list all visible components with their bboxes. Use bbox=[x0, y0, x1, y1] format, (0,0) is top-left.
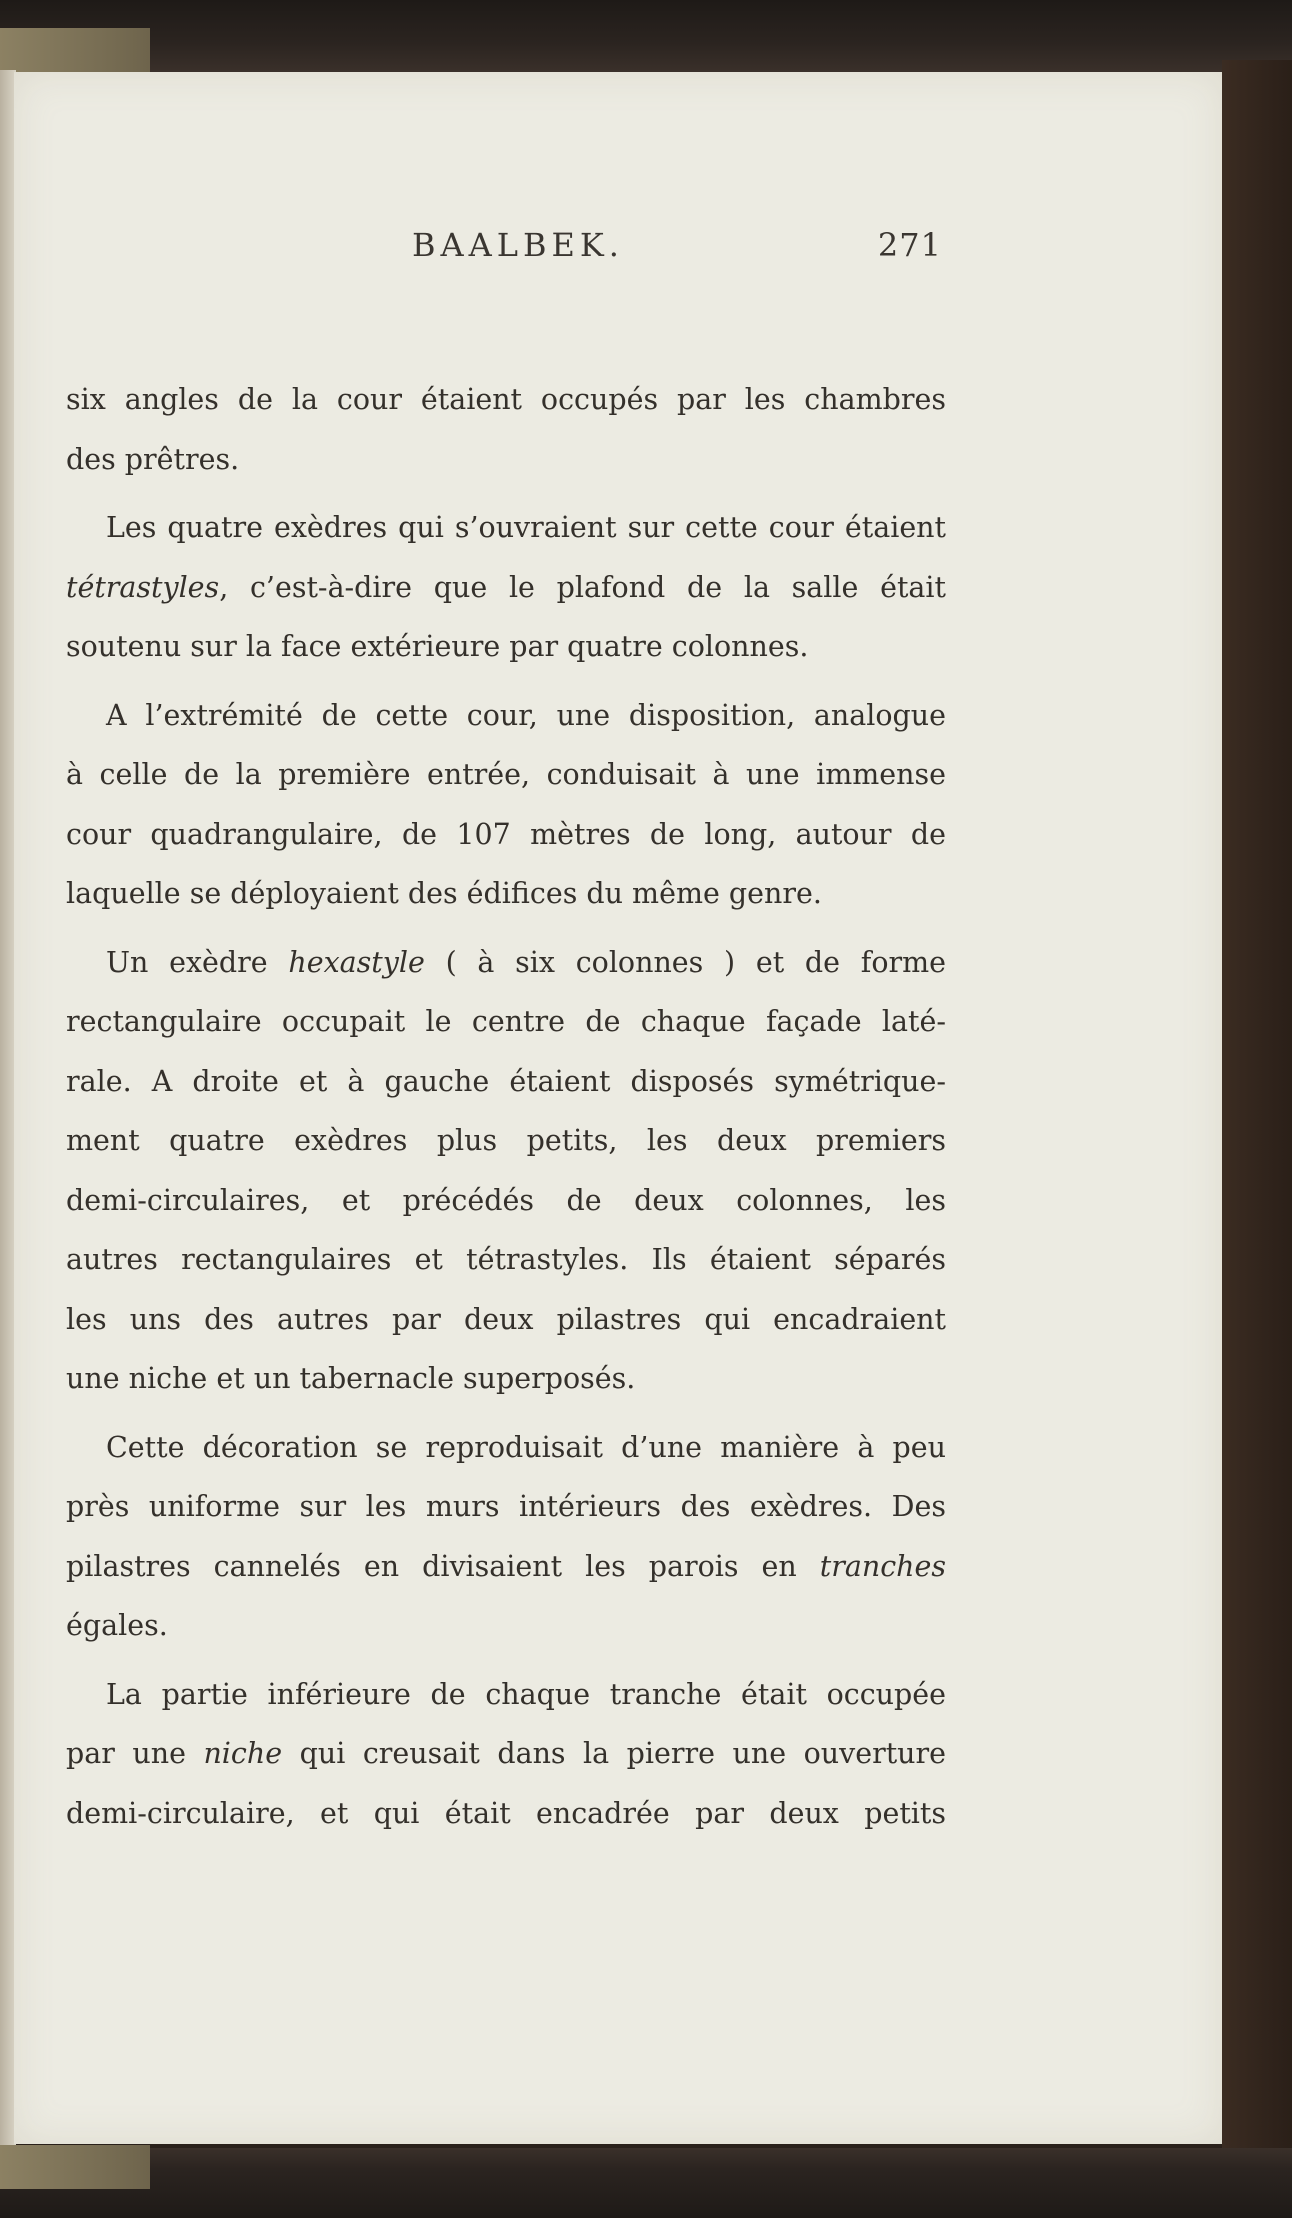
italic-term: tranches bbox=[819, 1549, 946, 1583]
page-number: 271 bbox=[877, 226, 942, 264]
scan-top-border bbox=[0, 0, 1292, 72]
text-line bbox=[66, 558, 946, 618]
italic-term: tétrastyles bbox=[66, 570, 220, 604]
text-line: cour quadrangulaire, de 107 mètres de long, autour de bbox=[66, 817, 946, 851]
text-line bbox=[66, 1724, 946, 1784]
text-line: à celle de la première entrée, conduisait à une immense bbox=[66, 758, 946, 791]
text-line: des prêtres. bbox=[66, 442, 240, 476]
text-line: soutenu sur la face extérieure par quatre colonnes. bbox=[66, 630, 809, 663]
text-span: Un exèdre bbox=[106, 945, 289, 979]
text-line: près uniforme sur les murs intérieurs des exèdres. Des bbox=[66, 1490, 946, 1523]
text-line: rectangulaire occupait le centre de chaque façade laté- bbox=[66, 1005, 946, 1038]
italic-term: niche bbox=[203, 1737, 283, 1770]
book-edge-right bbox=[1222, 60, 1292, 2150]
text-line: rale. A droite et à gauche étaient disposés symétrique- bbox=[66, 1064, 946, 1098]
text-line: ment quatre exèdres plus petits, les deux premiers bbox=[66, 1124, 946, 1157]
text-line bbox=[66, 933, 946, 993]
text-span: ( à six colonnes ) et de forme bbox=[424, 945, 946, 979]
text-line: laquelle se déployaient des édifices du même genre. bbox=[66, 877, 822, 910]
scan-bottom-border bbox=[0, 2148, 1292, 2218]
text-line: Les quatre exèdres qui s’ouvraient sur cette cour étaient bbox=[106, 511, 946, 544]
body-text bbox=[66, 370, 946, 1843]
scan-bottom-tab bbox=[0, 2145, 150, 2189]
text-span: , c’est-à-dire que le plafond de la salle était bbox=[219, 570, 946, 604]
text-span: par une bbox=[66, 1737, 204, 1770]
text-line bbox=[66, 1537, 946, 1597]
page-header bbox=[52, 226, 942, 276]
text-line: une niche et un tabernacle superposés. bbox=[66, 1362, 636, 1395]
text-line: demi-circulaire, et qui était encadrée par deux petits bbox=[66, 1796, 946, 1830]
text-line: A l’extrémité de cette cour, une disposition, analogue bbox=[106, 698, 946, 732]
text-line: les uns des autres par deux pilastres qui encadraient bbox=[66, 1302, 946, 1336]
text-line: six angles de la cour étaient occupés par les chambres bbox=[66, 383, 946, 416]
text-line: autres rectangulaires et tétrastyles. Ils étaient séparés bbox=[66, 1243, 946, 1276]
text-line: Cette décoration se reproduisait d’une manière à peu bbox=[106, 1430, 946, 1464]
text-line: égales. bbox=[66, 1609, 168, 1642]
text-span: qui creusait dans la pierre une ouverture bbox=[282, 1737, 946, 1770]
text-span: pilastres cannelés en divisaient les parois en bbox=[66, 1549, 820, 1583]
text-line: demi-circulaires, et précédés de deux colonnes, les bbox=[66, 1183, 946, 1217]
scan-top-tab bbox=[0, 28, 150, 76]
italic-term: hexastyle bbox=[288, 945, 425, 979]
running-head: BAALBEK. bbox=[412, 226, 624, 264]
text-line: La partie inférieure de chaque tranche était occupée bbox=[106, 1677, 946, 1711]
